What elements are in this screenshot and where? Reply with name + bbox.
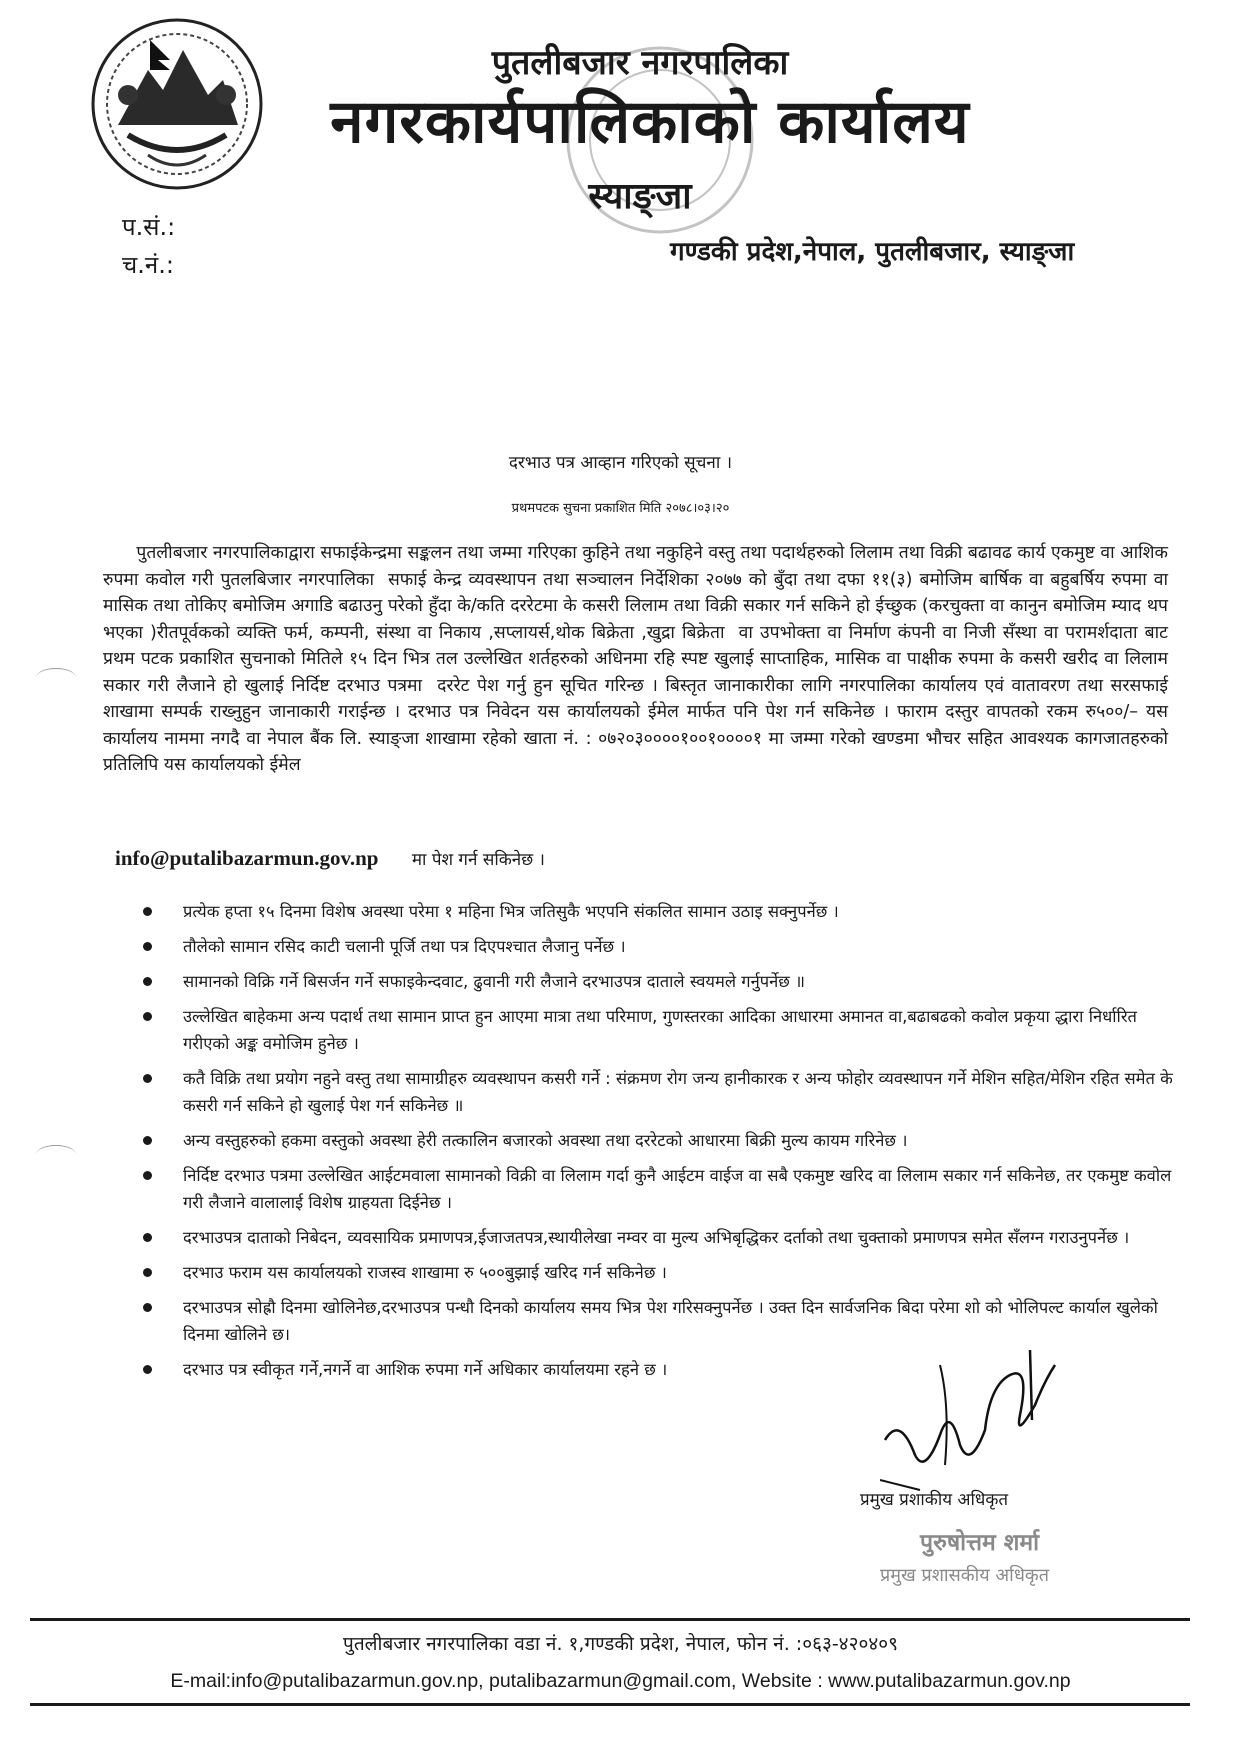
- list-item: प्रत्येक हप्ता १५ दिनमा विशेष अवस्था परेमा १ महिना भित्र जतिसुकै भएपनि संकलित सामान उठाइ सक्नुपर्नेछ ।: [135, 898, 1175, 925]
- reference-number-label: प.सं.:: [122, 213, 176, 241]
- list-item: सामानको विक्रि गर्ने बिसर्जन गर्ने सफाइकेन्दवाट, ढुवानी गरी लैजाने दरभाउपत्र दाताले स्वयमले गर्नुपर्नेछ ॥: [135, 968, 1175, 995]
- list-item: तौलेको सामान रसिद काटी चलानी पूर्जि तथा पत्र दिएपश्चात लैजानु पर्नेछ ।: [135, 933, 1175, 960]
- bullet-icon: [143, 1233, 152, 1242]
- bullet-icon: [143, 1365, 152, 1374]
- list-item: अन्य वस्तुहरुको हकमा वस्तुको अवस्था हेरी तत्कालिन बजारको अवस्था तथा दररेटको आधारमा बिक्री मुल्य कायम गरिनेछ ।: [135, 1127, 1175, 1154]
- bullet-icon: [143, 1012, 152, 1021]
- bullet-icon: [143, 1268, 152, 1277]
- footer-divider-top: [30, 1618, 1190, 1621]
- bullet-icon: [143, 1074, 152, 1083]
- notice-title: दरभाउ पत्र आव्हान गरिएको सूचना ।: [508, 453, 733, 473]
- bullet-icon: [143, 977, 152, 986]
- nepal-government-emblem: [88, 15, 266, 193]
- stamp-name: पुरुषोत्तम शर्मा: [920, 1530, 1040, 1556]
- office-district: स्याङ्जा: [588, 176, 692, 217]
- email-address: info@putalibazarmun.gov.np: [115, 846, 379, 870]
- handwritten-signature: [880, 1345, 1080, 1495]
- email-suffix: मा पेश गर्न सकिनेछ ।: [411, 850, 545, 870]
- bullet-icon: [143, 1171, 152, 1180]
- list-item: दरभाउ फराम यस कार्यालयको राजस्व शाखामा रु ५००बुझाई खरिद गर्न सकिनेछ ।: [135, 1259, 1175, 1286]
- list-item: दरभाउपत्र दाताको निबेदन, व्यवसायिक प्रमाणपत्र,ईजाजतपत्र,स्थायीलेखा नम्वर वा मुल्य अभिबृद्धिकर दर्ताको तथा चुक्ताको प्रमाणपत्र समेत सँलग्न गराउनुपर्नेछ ।: [135, 1224, 1175, 1251]
- conditions-list: [135, 898, 1175, 1391]
- office-title: नगरकार्यपालिकाको कार्यालय: [330, 87, 970, 157]
- email-line: [115, 846, 915, 871]
- notice-publish-date: प्रथमपटक सुचना प्रकाशित मिति २०७८।०३।२०: [511, 501, 730, 516]
- bullet-icon: [143, 907, 152, 916]
- office-address: गण्डकी प्रदेश,नेपाल, पुतलीबजार, स्याङ्जा: [670, 237, 1075, 267]
- bullet-icon: [143, 1136, 152, 1145]
- bullet-icon: [143, 942, 152, 951]
- list-item: उल्लेखित बाहेकमा अन्य पदार्थ तथा सामान प्राप्त हुन आएमा मात्रा तथा परिमाण, गुणस्तरका आदिका आधारमा अमानत वा,बढाबढको कवोल प्रकृया द्धारा निर्धारित गरीएको अङ्क वमोजिम हुनेछ ।: [135, 1003, 1175, 1057]
- footer-contact: E-mail:info@putalibazarmun.gov.np, putalibazarmun@gmail.com, Website : www.putalibazarmun.gov.np: [170, 1670, 1071, 1692]
- list-item: दरभाउपत्र सोह्रौ दिनमा खोलिनेछ,दरभाउपत्र पन्धौ दिनको कार्यालय समय भित्र पेश गरिसक्नुपर्नेछ । उक्त दिन सार्वजनिक बिदा परेमा शो को भोलिपल्ट कार्याल खुलेको दिनमा खोलिने छ।: [135, 1294, 1175, 1348]
- signatory-role: प्रमुख प्रशाकीय अधिकृत: [860, 1490, 1009, 1510]
- footer-divider-bottom: [30, 1703, 1190, 1706]
- punch-hole-mark: [36, 668, 76, 687]
- office-name: पुतलीबजार नगरपालिका: [491, 43, 789, 83]
- list-item: कतै विक्रि तथा प्रयोग नहुने वस्तु तथा सामाग्रीहरु व्यवस्थापन कसरी गर्ने : संक्रमण रोग जन्य हानीकारक र अन्य फोहोर व्यवस्थापन गर्ने मेशिन सहित/मेशिन रहित समेत के कसरी गर्न सकिने हो खुलाई पेश गर्न सकिनेछ ॥: [135, 1065, 1175, 1119]
- bullet-icon: [143, 1303, 152, 1312]
- list-item: निर्दिष्ट दरभाउ पत्रमा उल्लेखित आईटमवाला सामानको विक्री वा लिलाम गर्दा कुनै आईटम वाईज वा सबै एकमुष्ट खरिद वा लिलाम सकार गर्न सकिनेछ, तर एकमुष्ट कवोल गरी लैजाने वालालाई विशेष ग्राहयता दिईनेछ ।: [135, 1162, 1175, 1216]
- notice-body: पुतलीबजार नगरपालिकाद्वारा सफाईकेन्द्रमा सङ्कलन तथा जम्मा गरिएका कुहिने तथा नकुहिने वस्तु तथा पदार्थहरुको लिलाम तथा विक्री बढावढ कार्य एकमुष्ट वा आशिक रुपमा कवोल गरी पुतलबिजार नगरपालिका सफाई केन्द्र व्यवस्थापन तथा सञ्चालन निर्देशिका २०७७ को बुँदा तथा दफा ११(३) बमोजिम बार्षिक वा बहुबर्षिय रुपमा वा मासिक तथा तोकिए बमोजिम अगाडि बढाउनु परेको हुँदा के/कति दररेटमा के कसरी लिलाम तथा विक्री सकार गर्न सकिने हो ईच्छुक (करचुक्ता वा कानुन बमोजिम म्याद थप भएका )रीतपूर्वकको व्यक्ति फर्म, कम्पनी, संस्था वा निकाय ,सप्लायर्स,थोक बिक्रेता ,खुद्रा बिक्रेता वा उपभोक्ता वा निर्माण कंपनी वा निजी सँस्था वा परामर्शदाता बाट प्रथम पटक प्रकाशित सुचनाको मितिले १५ दिन भित्र तल उल्लेखित शर्तहरुको अधिनमा रहि स्पष्ट खुलाई साप्ताहिक, मासिक वा पाक्षीक रुपमा के कसरी खरीद वा लिलाम सकार गरी लैजाने हो खुलाई निर्दिष्ट दरभाउ पत्रमा दररेट पेश गर्नु हुन सूचित गरिन्छ । बिस्तृत जानाकारीका लागि नगरपालिका कार्यालय एवं वातावरण तथा सरसफाई शाखामा सम्पर्क राख्नुहुन जानाकारी गराईन्छ । दरभाउ पत्र निवेदन यस कार्यालयको ईमेल मार्फत पनि पेश गर्न सकिनेछ । फाराम दस्तुर वापतको रकम रु५००/– यस कार्यालय नाममा नगदै वा नेपाल बैंक लि. स्याङ्जा शाखामा रहेको खाता नं. : ०७२०३००००१००१००००१ मा जम्मा गरेको खण्डमा भौचर सहित आवश्यक कागजातहरुको प्रतिलिपि यस कार्यालयको ईमेल: [103, 543, 1174, 775]
- dispatch-number-label: च.नं.:: [122, 251, 174, 279]
- list-item: दरभाउ पत्र स्वीकृत गर्ने,नगर्ने वा आशिक रुपमा गर्ने अधिकार कार्यालयमा रहने छ ।: [135, 1356, 1175, 1383]
- stamp-role: प्रमुख प्रशासकीय अधिकृत: [880, 1565, 1049, 1586]
- punch-hole-mark: [36, 1145, 76, 1164]
- footer-address: पुतलीबजार नगरपालिका वडा नं. १,गण्डकी प्रदेश, नेपाल, फोन नं. :०६३-४२०४०९: [343, 1633, 898, 1655]
